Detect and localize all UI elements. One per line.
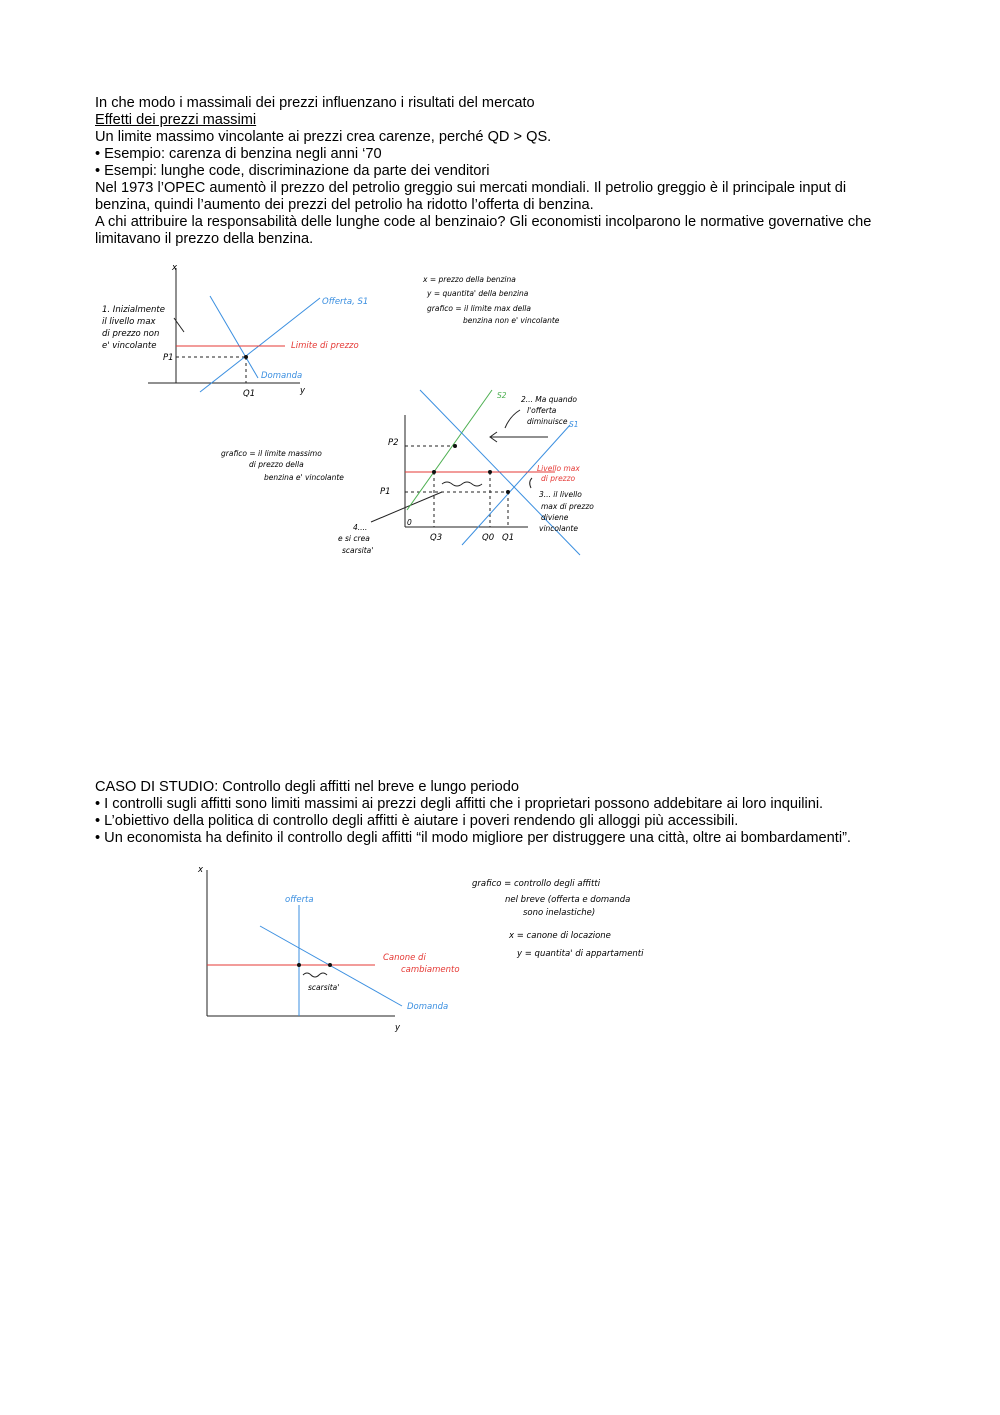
graph2-note3-line: max di prezzo [541, 502, 594, 511]
graph2-note3-line: diviene [541, 513, 569, 522]
graph1-legend-line: y = quantita' della benzina [427, 289, 529, 298]
section1-line-5: benzina, quindi l’aumento dei prezzi del petrolio ha ridotto l’offerta di benzina. [95, 197, 594, 213]
graph2-s2-label: S2 [497, 391, 507, 400]
graph3-legend-line: sono inelastiche) [523, 908, 596, 918]
graph1-demand-label: Domanda [261, 371, 303, 381]
graph2-ceiling-label: di prezzo [541, 474, 576, 483]
graph3-axis-x-label: x [198, 865, 204, 875]
graph1-ceiling-label: Limite di prezzo [291, 341, 359, 351]
section1-line-2: • Esempio: carenza di benzina negli anni ‘70 [95, 146, 382, 162]
graph2-legend-line: di prezzo della [249, 460, 304, 469]
graph2-note3-line: 3... il livello [539, 490, 582, 499]
graph2-note4-line: scarsita' [342, 546, 374, 555]
graph3-supply-label: offerta [285, 895, 314, 905]
graph3-point-supply [297, 963, 301, 967]
graph2-q0-label: Q0 [482, 533, 495, 543]
graph2-q1-label: Q1 [502, 533, 515, 543]
section1-line-6: A chi attribuire la responsabilità delle lunghe code al benzinaio? Gli economisti incolparono le normative governative che [95, 214, 872, 230]
graph3-legend-line: grafico = controllo degli affitti [472, 879, 601, 889]
graph1-supply-label: Offerta, S1 [322, 297, 369, 307]
graph2-legend-line: grafico = il limite massimo [221, 449, 322, 458]
section2-line-2: • L’obiettivo della politica di controllo degli affitti è aiutare i poveri rendendo gli alloggi più accessibili. [95, 813, 739, 829]
section1-heading: In che modo i massimali dei prezzi influenzano i risultati del mercato [95, 95, 535, 111]
section1-line-3: • Esempi: lunghe code, discriminazione da parte dei venditori [95, 163, 490, 179]
graph3-shortage-squiggle [303, 973, 327, 977]
graph2-note2-line: 2... Ma quando [521, 395, 577, 404]
graph3-shortage-label: scarsita' [308, 983, 340, 992]
section1-subheading: Effetti dei prezzi massimi [95, 112, 257, 128]
section1-line-1: Un limite massimo vincolante ai prezzi crea carenze, perché QD > QS. [95, 129, 552, 145]
graph2-s1-label: S1 [569, 420, 579, 429]
graph2-p1-label: P1 [380, 487, 391, 497]
graph2-note2-line: l'offerta [527, 406, 557, 415]
graph2-ceiling-label: Livello max [537, 464, 580, 473]
graph3-axis-y-label: y [395, 1023, 401, 1033]
graph3-ceiling-label: Canone di [383, 953, 426, 963]
graph1-q-label: Q1 [243, 389, 256, 399]
graph3-demand-label: Domanda [407, 1002, 449, 1012]
graph2-note2-line: diminuisce [527, 417, 568, 426]
graph1-note-line: 1. Inizialmente [102, 305, 165, 315]
graph1-legend-line: x = prezzo della benzina [423, 275, 516, 284]
graph3-point-demand [328, 963, 332, 967]
section1-line-7: limitavano il prezzo della benzina. [95, 231, 314, 247]
graph1-legend-line: grafico = il limite max della [427, 304, 531, 313]
graph3-ceiling-label: cambiamento [401, 965, 460, 975]
graph2-note3-line: vincolante [539, 524, 578, 533]
graph2-origin-label: 0 [407, 518, 412, 527]
graph1-p-label: P1 [163, 353, 174, 363]
graph3-legend-line: y = quantita' di appartamenti [517, 949, 644, 959]
graph2-legend-line: benzina e' vincolante [264, 473, 344, 482]
graph1-legend-line: benzina non e' vincolante [463, 316, 560, 325]
section2-line-3: • Un economista ha definito il controllo degli affitti “il modo migliore per distruggere una città, oltre ai bombardamenti”. [95, 830, 851, 846]
graph1-note-line: e' vincolante [102, 341, 157, 351]
graph2-q3-label: Q3 [430, 533, 443, 543]
graph1-note-line: di prezzo non [102, 329, 160, 339]
section2-line-1: • I controlli sugli affitti sono limiti massimi ai prezzi degli affitti che i proprietari possono addebitare ai loro inquilini. [95, 796, 824, 812]
section1-line-4: Nel 1973 l’OPEC aumentò il prezzo del petrolio greggio sui mercati mondiali. Il petrolio greggio è il principale input di [95, 180, 847, 196]
graph3-legend-line: x = canone di locazione [509, 931, 611, 941]
graph1-axis-x-label: x [172, 263, 178, 273]
graph2-note4-line: 4.... [353, 523, 368, 532]
graph3-legend-line: nel breve (offerta e domanda [505, 895, 631, 905]
graph1-axis-y-label: y [300, 386, 306, 396]
section2-heading: CASO DI STUDIO: Controllo degli affitti nel breve e lungo periodo [95, 779, 519, 795]
graph1-note-line: il livello max [102, 317, 156, 327]
graph2-note4-line: e si crea [338, 534, 370, 543]
graph2-p2-label: P2 [388, 438, 399, 448]
